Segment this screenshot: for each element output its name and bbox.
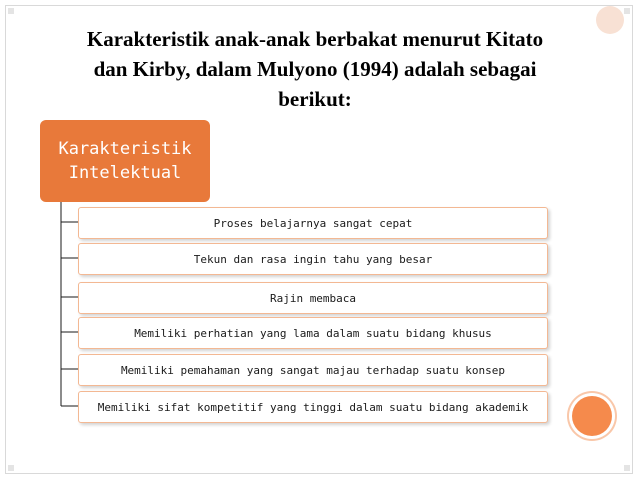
child-node: Memiliki sifat kompetitif yang tinggi dalam suatu bidang akademik xyxy=(78,391,548,423)
child-node: Memiliki perhatian yang lama dalam suatu bidang khusus xyxy=(78,317,548,349)
title-line: dan Kirby, dalam Mulyono (1994) adalah sebagai xyxy=(93,57,537,81)
child-node: Memiliki pemahaman yang sangat majau terhadap suatu konsep xyxy=(78,354,548,386)
root-node-label: Karakteristik xyxy=(58,139,192,159)
title-line: berikut: xyxy=(278,87,352,111)
child-node: Rajin membaca xyxy=(78,282,548,314)
child-node: Proses belajarnya sangat cepat xyxy=(78,207,548,239)
root-node-label: Intelektual xyxy=(68,163,182,183)
root-node-karakteristik-intelektual xyxy=(40,120,210,202)
title-line: Karakteristik anak-anak berbakat menurut Kitato xyxy=(86,27,544,51)
child-node: Tekun dan rasa ingin tahu yang besar xyxy=(78,243,548,275)
